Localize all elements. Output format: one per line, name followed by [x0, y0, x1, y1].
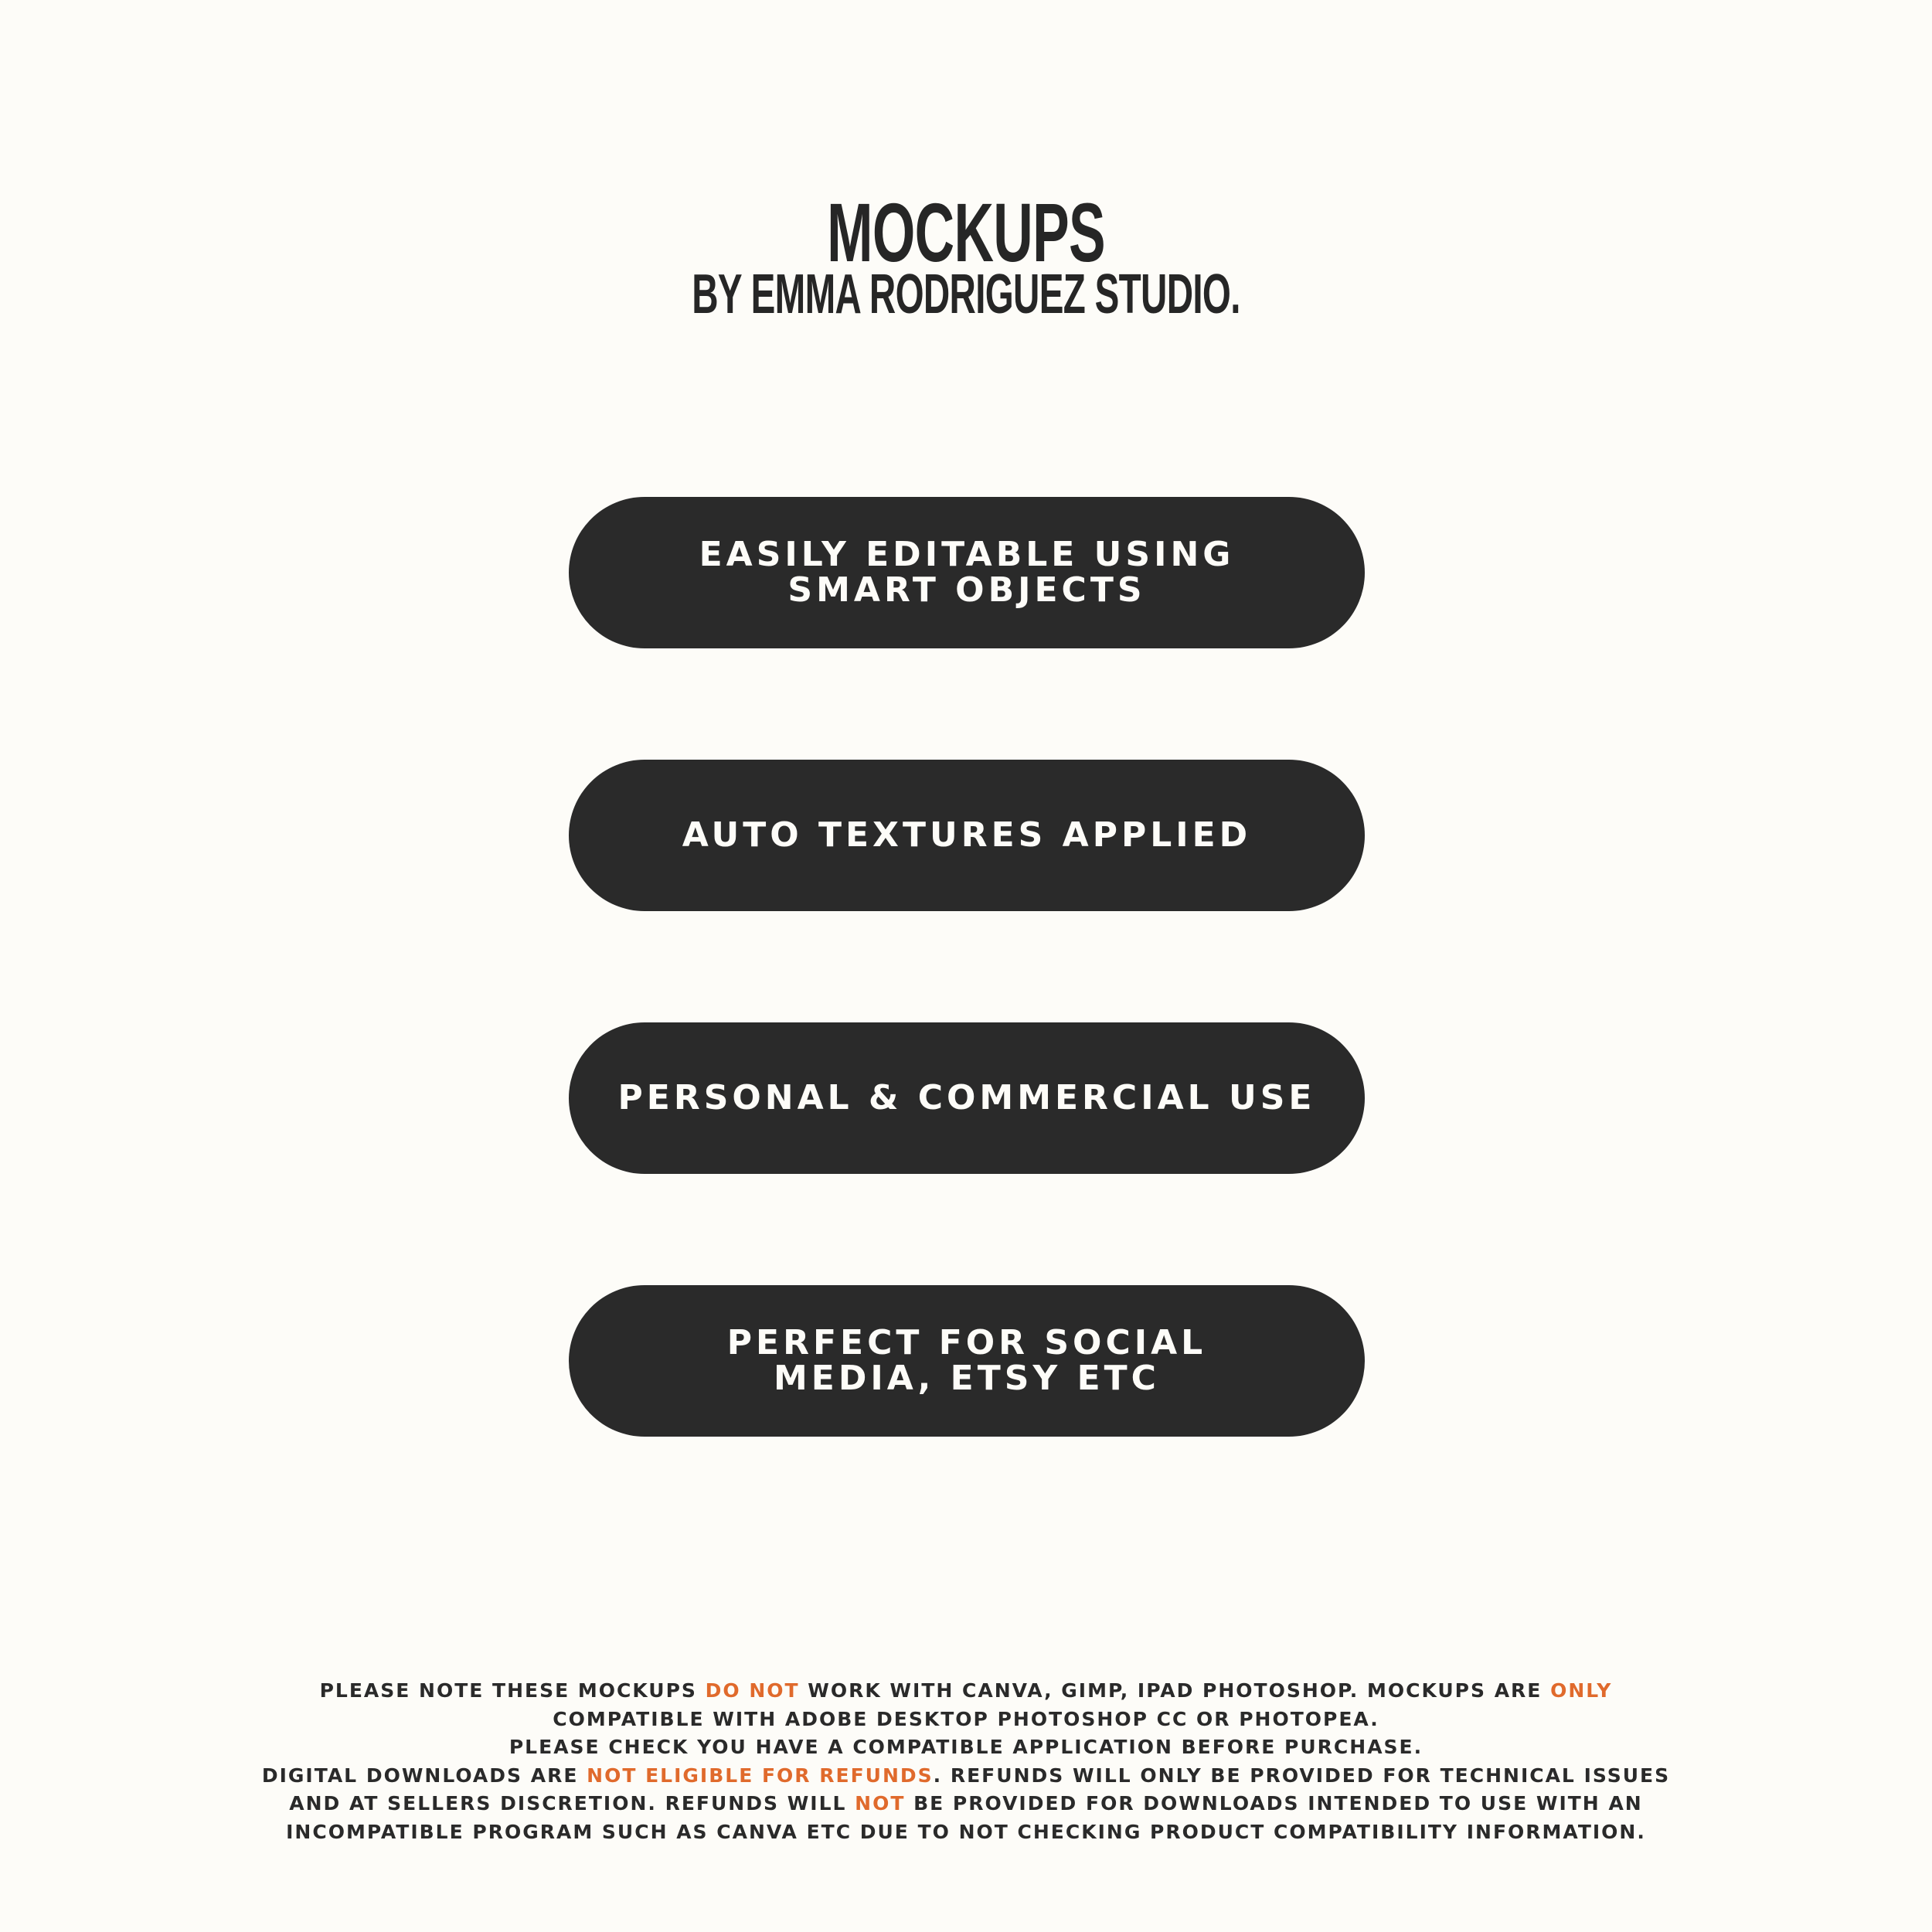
- feature-pill-social-media: [569, 1285, 1365, 1437]
- page-subtitle: BY EMMA RODRIGUEZ STUDIO.: [692, 264, 1240, 325]
- disclaimer-line-4: [0, 1762, 1932, 1791]
- disclaimer-text: . REFUNDS WILL ONLY BE PROVIDED FOR TECHNICAL ISSUES: [933, 1764, 1671, 1787]
- disclaimer-highlight: NOT: [855, 1792, 906, 1815]
- feature-pill-personal-commercial: [569, 1022, 1365, 1174]
- feature-label: AUTO TEXTURES APPLIED: [682, 815, 1252, 855]
- feature-pill-smart-objects: [569, 497, 1365, 648]
- disclaimer-line-2: COMPATIBLE WITH ADOBE DESKTOP PHOTOSHOP CC OR PHOTOPEA.: [553, 1707, 1379, 1730]
- disclaimer-line-1: [0, 1677, 1932, 1706]
- disclaimer-text: WORK WITH CANVA, GIMP, IPAD PHOTOSHOP. MOCKUPS ARE: [799, 1679, 1551, 1702]
- feature-pill-auto-textures: [569, 760, 1365, 911]
- disclaimer: [0, 1677, 1932, 1846]
- feature-label: PERFECT FOR SOCIAL MEDIA, ETSY ETC: [726, 1323, 1207, 1398]
- disclaimer-line-6: INCOMPATIBLE PROGRAM SUCH AS CANVA ETC DUE TO NOT CHECKING PRODUCT COMPATIBILITY INFORMATION.: [286, 1820, 1646, 1843]
- header: [0, 185, 1932, 325]
- disclaimer-line-3: PLEASE CHECK YOU HAVE A COMPATIBLE APPLICATION BEFORE PURCHASE.: [509, 1736, 1423, 1758]
- feature-label: EASILY EDITABLE USING SMART OBJECTS: [699, 535, 1235, 610]
- disclaimer-text: DIGITAL DOWNLOADS ARE: [261, 1764, 587, 1787]
- disclaimer-line-5: [0, 1790, 1932, 1818]
- page-title: MOCKUPS: [827, 185, 1105, 279]
- feature-label: PERSONAL & COMMERCIAL USE: [617, 1078, 1316, 1117]
- disclaimer-highlight: NOT ELIGIBLE FOR REFUNDS: [587, 1764, 934, 1787]
- disclaimer-text: BE PROVIDED FOR DOWNLOADS INTENDED TO USE WITH AN: [905, 1792, 1643, 1815]
- disclaimer-text: AND AT SELLERS DISCRETION. REFUNDS WILL: [289, 1792, 855, 1815]
- disclaimer-highlight: DO NOT: [705, 1679, 800, 1702]
- disclaimer-text: PLEASE NOTE THESE MOCKUPS: [319, 1679, 706, 1702]
- disclaimer-highlight: ONLY: [1550, 1679, 1613, 1702]
